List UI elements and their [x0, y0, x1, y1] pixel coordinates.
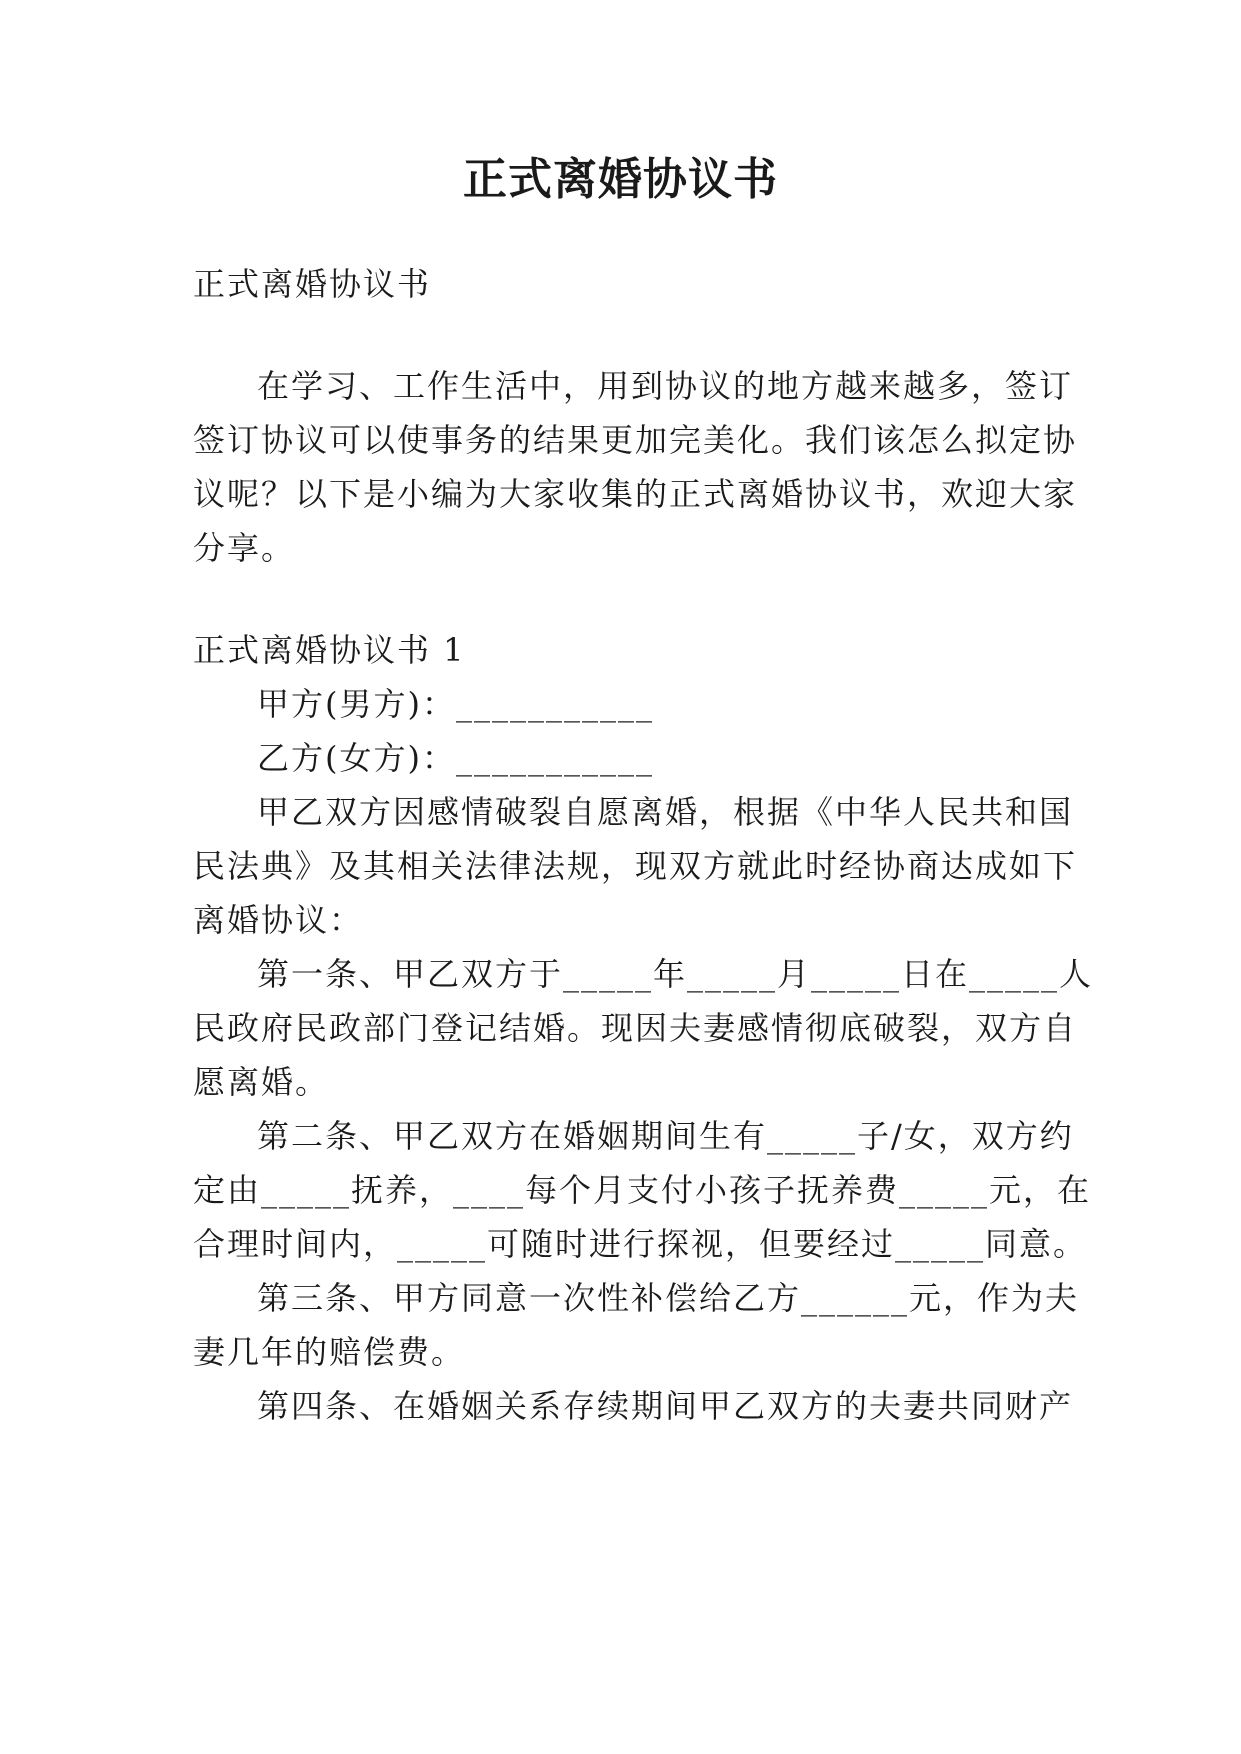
article-4-line: 第四条、在婚姻关系存续期间甲乙双方的夫妻共同财产 — [257, 1387, 1074, 1425]
intro-line: 在学习、工作生活中，用到协议的地方越来越多，签订 — [257, 367, 1074, 405]
article-1-line: 民政府民政部门登记结婚。现因夫妻感情彻底破裂，双方自 — [193, 1009, 1078, 1047]
document-subtitle: 正式离婚协议书 — [193, 265, 432, 303]
article-2-line: 第二条、甲乙双方在婚姻期间生有_____子/女，双方约 — [257, 1117, 1074, 1155]
document-title: 正式离婚协议书 — [463, 154, 778, 205]
article-3-line: 妻几年的赔偿费。 — [193, 1333, 466, 1371]
party-a-line: 甲方(男方)：___________ — [257, 685, 654, 723]
intro-line: 分享。 — [193, 529, 296, 567]
section-heading: 正式离婚协议书 1 — [193, 631, 466, 669]
preamble-line: 离婚协议： — [193, 901, 364, 939]
article-3-line: 第三条、甲方同意一次性补偿给乙方______元，作为夫 — [257, 1279, 1080, 1317]
preamble-line: 民法典》及其相关法律法规，现双方就此时经协商达成如下 — [193, 847, 1078, 885]
party-b-line: 乙方(女方)：___________ — [257, 739, 654, 777]
article-2-line: 合理时间内，_____可随时进行探视，但要经过_____同意。 — [193, 1225, 1088, 1263]
article-2-line: 定由_____抚养，____每个月支付小孩子抚养费_____元，在 — [193, 1171, 1092, 1209]
preamble-line: 甲乙双方因感情破裂自愿离婚，根据《中华人民共和国 — [257, 793, 1074, 831]
article-1-line: 愿离婚。 — [193, 1063, 330, 1101]
article-1-line: 第一条、甲乙双方于_____年_____月_____日在_____人 — [257, 955, 1094, 993]
intro-line: 签订协议可以使事务的结果更加完美化。我们该怎么拟定协 — [193, 421, 1078, 459]
intro-line: 议呢？以下是小编为大家收集的正式离婚协议书，欢迎大家 — [193, 475, 1078, 513]
